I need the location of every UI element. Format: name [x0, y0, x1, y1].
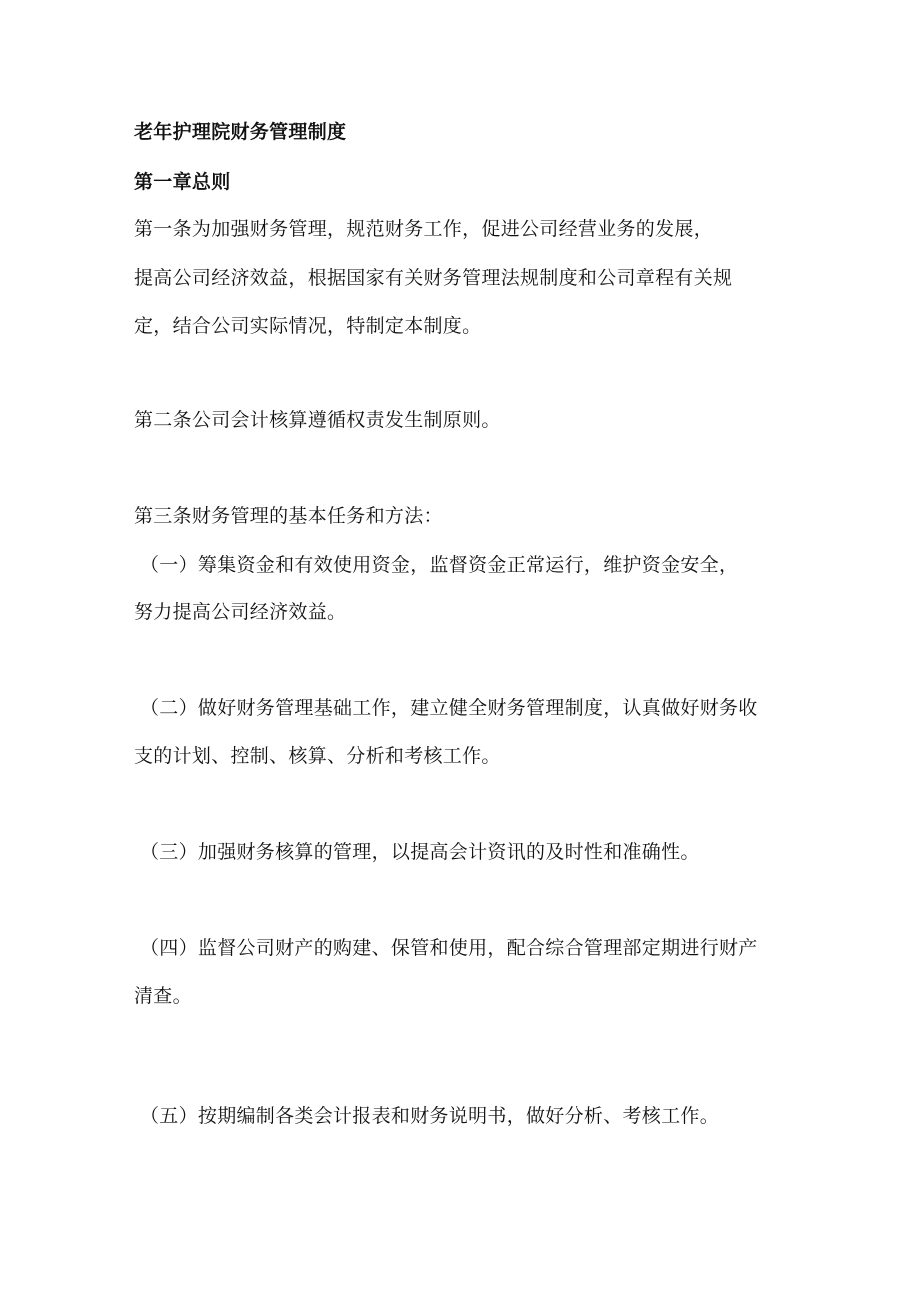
item-4-line-1: （四）监督公司财产的购建、保管和使用，配合综合管理部定期进行财产 — [140, 937, 758, 959]
item-3: （三）加强财务核算的管理，以提高会计资讯的及时性和准确性。 — [140, 841, 700, 863]
article-1-line-1: 第一条为加强财务管理，规范财务工作，促进公司经营业务的发展， — [134, 218, 714, 240]
document-title: 老年护理院财务管理制度 — [134, 121, 347, 143]
item-1-line-1: （一）筹集资金和有效使用资金，监督资金正常运行，维护资金安全， — [140, 554, 739, 576]
article-3: 第三条财务管理的基本任务和方法： — [134, 505, 443, 527]
article-2: 第二条公司会计核算遵循权责发生制原则。 — [134, 409, 501, 431]
item-4-line-2: 清查。 — [134, 985, 192, 1007]
chapter-heading: 第一章总则 — [134, 171, 231, 193]
item-2-line-2: 支的计划、控制、核算、分析和考核工作。 — [134, 745, 501, 767]
item-5: （五）按期编制各类会计报表和财务说明书，做好分析、考核工作。 — [140, 1105, 720, 1127]
article-1-line-2: 提高公司经济效益，根据国家有关财务管理法规制度和公司章程有关规 — [134, 267, 733, 289]
item-2-line-1: （二）做好财务管理基础工作，建立健全财务管理制度，认真做好财务收 — [140, 697, 758, 719]
item-1-line-2: 努力提高公司经济效益。 — [134, 601, 347, 623]
article-1-line-3: 定，结合公司实际情况，特制定本制度。 — [134, 315, 482, 337]
